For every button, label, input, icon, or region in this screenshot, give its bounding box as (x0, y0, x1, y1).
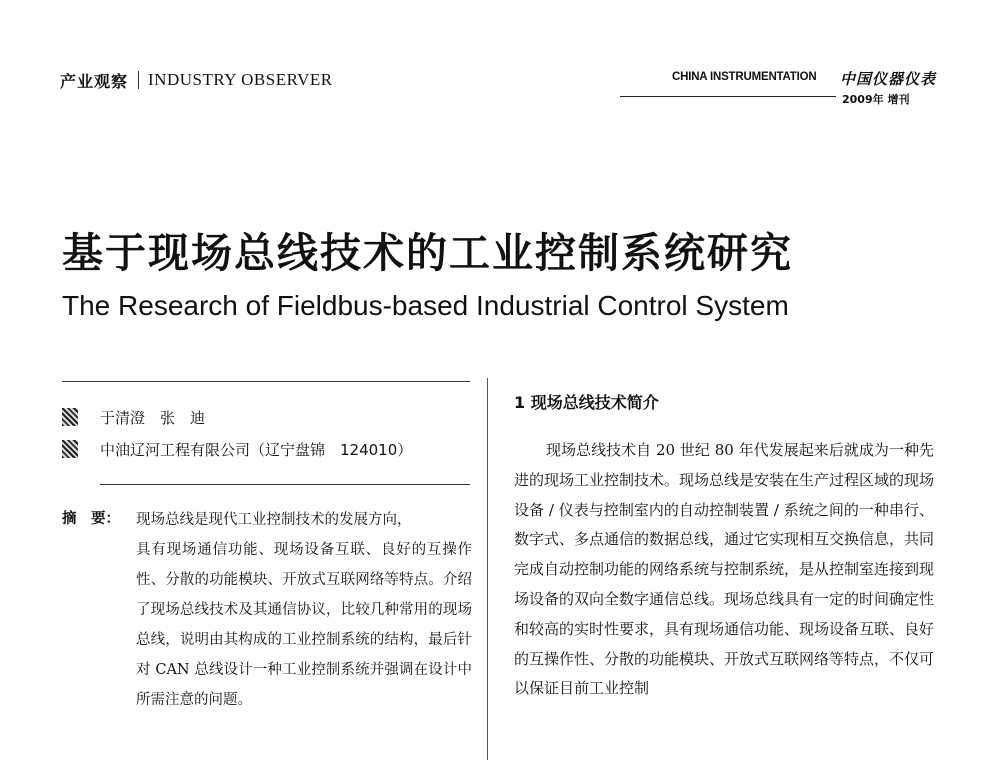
issue-label: 2009年 增刊 (842, 93, 910, 106)
author-affiliation: 中油辽河工程有限公司（辽宁盘锦 124010） (100, 441, 413, 459)
section-name-cn: 产业观察 (60, 71, 129, 91)
paper-title-cn: 基于现场总线技术的工业控制系统研究 (62, 229, 793, 277)
author-names: 于清澄 张 迪 (100, 409, 206, 427)
header-separator (138, 71, 139, 89)
journal-logo-cn: 中国仪器仪表 (840, 70, 937, 88)
section-body-text: 现场总线技术自 20 世纪 80 年代发展起来后就成为一种先进的现场工业控制技术。现场总线是安装在生产过程区域的现场设备 / 仪表与控制室内的自动控制装置 / 系统之间的一种串行、数字式、多点通信的数据总线，通过它实现相互交换信息，共同完成自动控制功能的网络系统与控制系统，是从控制室连接到现场设备的双向全数字通信总线。现场总线具有一定的时间确定性和较高的实时性要求，具有现场通信功能、现场设备互联、良好的互操作性、分散的功能模块、开放式互联网络等特点，不仅可以保证目前工业控制 (514, 441, 935, 698)
running-header-right (640, 68, 937, 90)
author-marker-icon (62, 408, 78, 426)
column-divider (487, 378, 488, 760)
author-block-bottom-rule (100, 484, 470, 485)
journal-name-en: CHINA INSTRUMENTATION (672, 71, 817, 83)
running-header-left (60, 68, 333, 92)
author-block-top-rule (62, 381, 470, 382)
abstract-label: 摘 要： (62, 511, 120, 527)
affiliation-marker-icon (62, 440, 78, 458)
abstract-first-line: 现场总线是现代工业控制技术的发展方向， (136, 512, 412, 528)
abstract-text: 具有现场通信功能、现场设备互联、良好的互操作性、分散的功能模块、开放式互联网络等特点。介绍了现场总线技术及其通信协议，比较几种常用的现场总线，说明由其构成的工业控制系统的结构，最后针对 CAN 总线设计一种工业控制系统并强调在设计中所需注意的问题。 (136, 542, 472, 708)
section-name-en: INDUSTRY OBSERVER (148, 70, 333, 89)
header-rule (620, 96, 836, 97)
section-heading: 1 现场总线技术简介 (514, 393, 659, 412)
paper-title-en: The Research of Fieldbus-based Industrial Control System (62, 290, 789, 321)
